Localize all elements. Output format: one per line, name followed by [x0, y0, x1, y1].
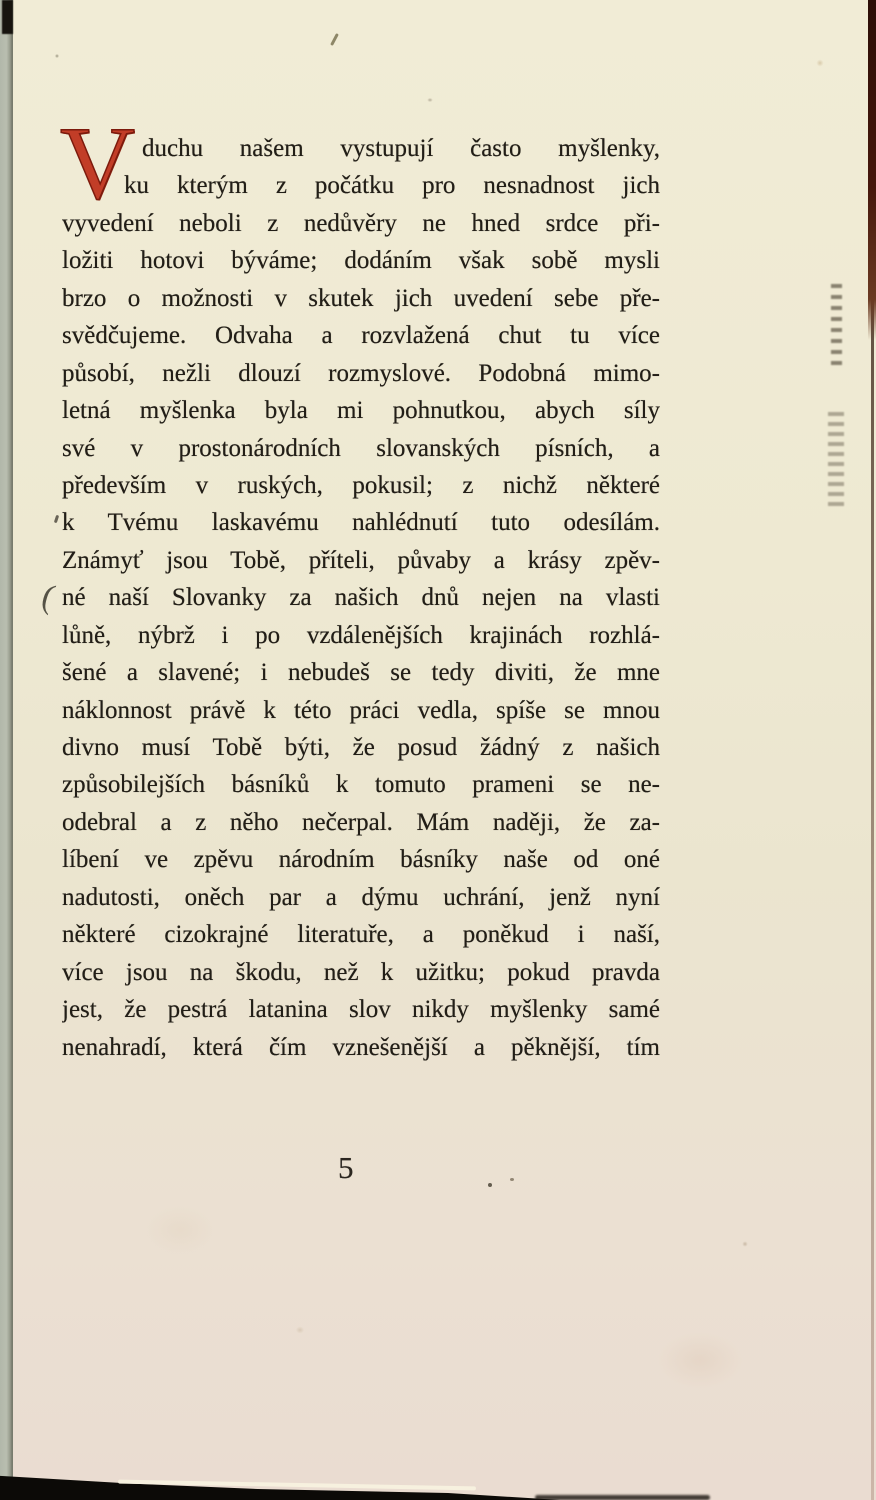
ink-dot	[510, 1178, 514, 1181]
text-line: Známyť jsou Tobě, příteli, půvaby a krásy zpěv-	[62, 546, 660, 574]
stray-comma-mark	[54, 515, 59, 524]
text-line: k Tvému laskavému nahlédnutí tuto odesílám.	[62, 509, 660, 537]
page-edge-top-left-mark	[2, 0, 13, 34]
page-number: 5	[338, 1150, 354, 1185]
text-line: své v prostonárodních slovanských písních, a	[62, 434, 660, 462]
text-line: brzo o možnosti v skutek jich uvedení sebe pře-	[62, 284, 660, 312]
text-line: lůně, nýbrž i po vzdálenějších krajinách rozhlá-	[62, 621, 660, 649]
text-line: líbení ve zpěvu národním básníky naše od oné	[62, 846, 660, 874]
page-edge-left	[0, 0, 13, 1500]
text-line: odebral a z něho nečerpal. Mám naději, že za-	[62, 808, 660, 836]
pencil-curl-mark: (	[37, 577, 59, 617]
ink-dot	[488, 1183, 492, 1187]
text-line: divno musí Tobě býti, že posud žádný z našich	[62, 734, 660, 761]
book-edge-bottom-smudge	[535, 1495, 710, 1500]
text-line: šené a slavené; i nebudeš se tedy diviti, že mne	[62, 659, 660, 687]
book-spine-edge-right	[868, 0, 876, 340]
scan-slash-mark	[330, 33, 339, 46]
drop-cap-initial: V	[60, 106, 136, 221]
text-line: vyvedení neboli z nedůvěry ne hned srdce při-	[62, 209, 660, 237]
text-line: více jsou na škodu, než k užitku; pokud pravda	[62, 958, 660, 986]
text-line: některé cizokrajné literatuře, a poněkud i naší,	[62, 921, 660, 949]
text-line: jest, že pestrá latanina slov nikdy myšlenky samé	[62, 996, 660, 1024]
text-line: svědčujeme. Odvaha a rozvlažená chut tu více	[62, 322, 660, 350]
text-line: nadutosti, oněch par a dýmu uchrání, jenž nyní	[62, 883, 660, 911]
text-line: nenahradí, která čím vznešenější a pěknější, tím	[62, 1033, 660, 1061]
text-line: způsobilejších básníků k tomuto prameni se ne-	[62, 771, 660, 799]
text-line: především v ruských, pokusil; z nichž některé	[62, 471, 660, 499]
ink-bleedthrough-smudge	[831, 284, 842, 372]
text-line: náklonnost právě k této práci vedla, spíše se mnou	[62, 696, 660, 724]
text-line: působí, nežli dlouzí rozmyslové. Podobná mimo-	[62, 359, 660, 387]
text-line: ložiti hotovi býváme; dodáním však sobě mysli	[62, 247, 660, 275]
ink-bleedthrough-smudge	[828, 412, 844, 510]
text-line: letná myšlenka byla mi pohnutkou, abych síly	[62, 397, 660, 425]
paragraph	[62, 130, 660, 1066]
text-line: duchu našem vystupují často myšlenky,	[142, 135, 660, 162]
text-line: né naší Slovanky za našich dnů nejen na vlasti	[62, 584, 660, 612]
text-line: ku kterým z počátku pro nesnadnost jich	[124, 172, 660, 200]
